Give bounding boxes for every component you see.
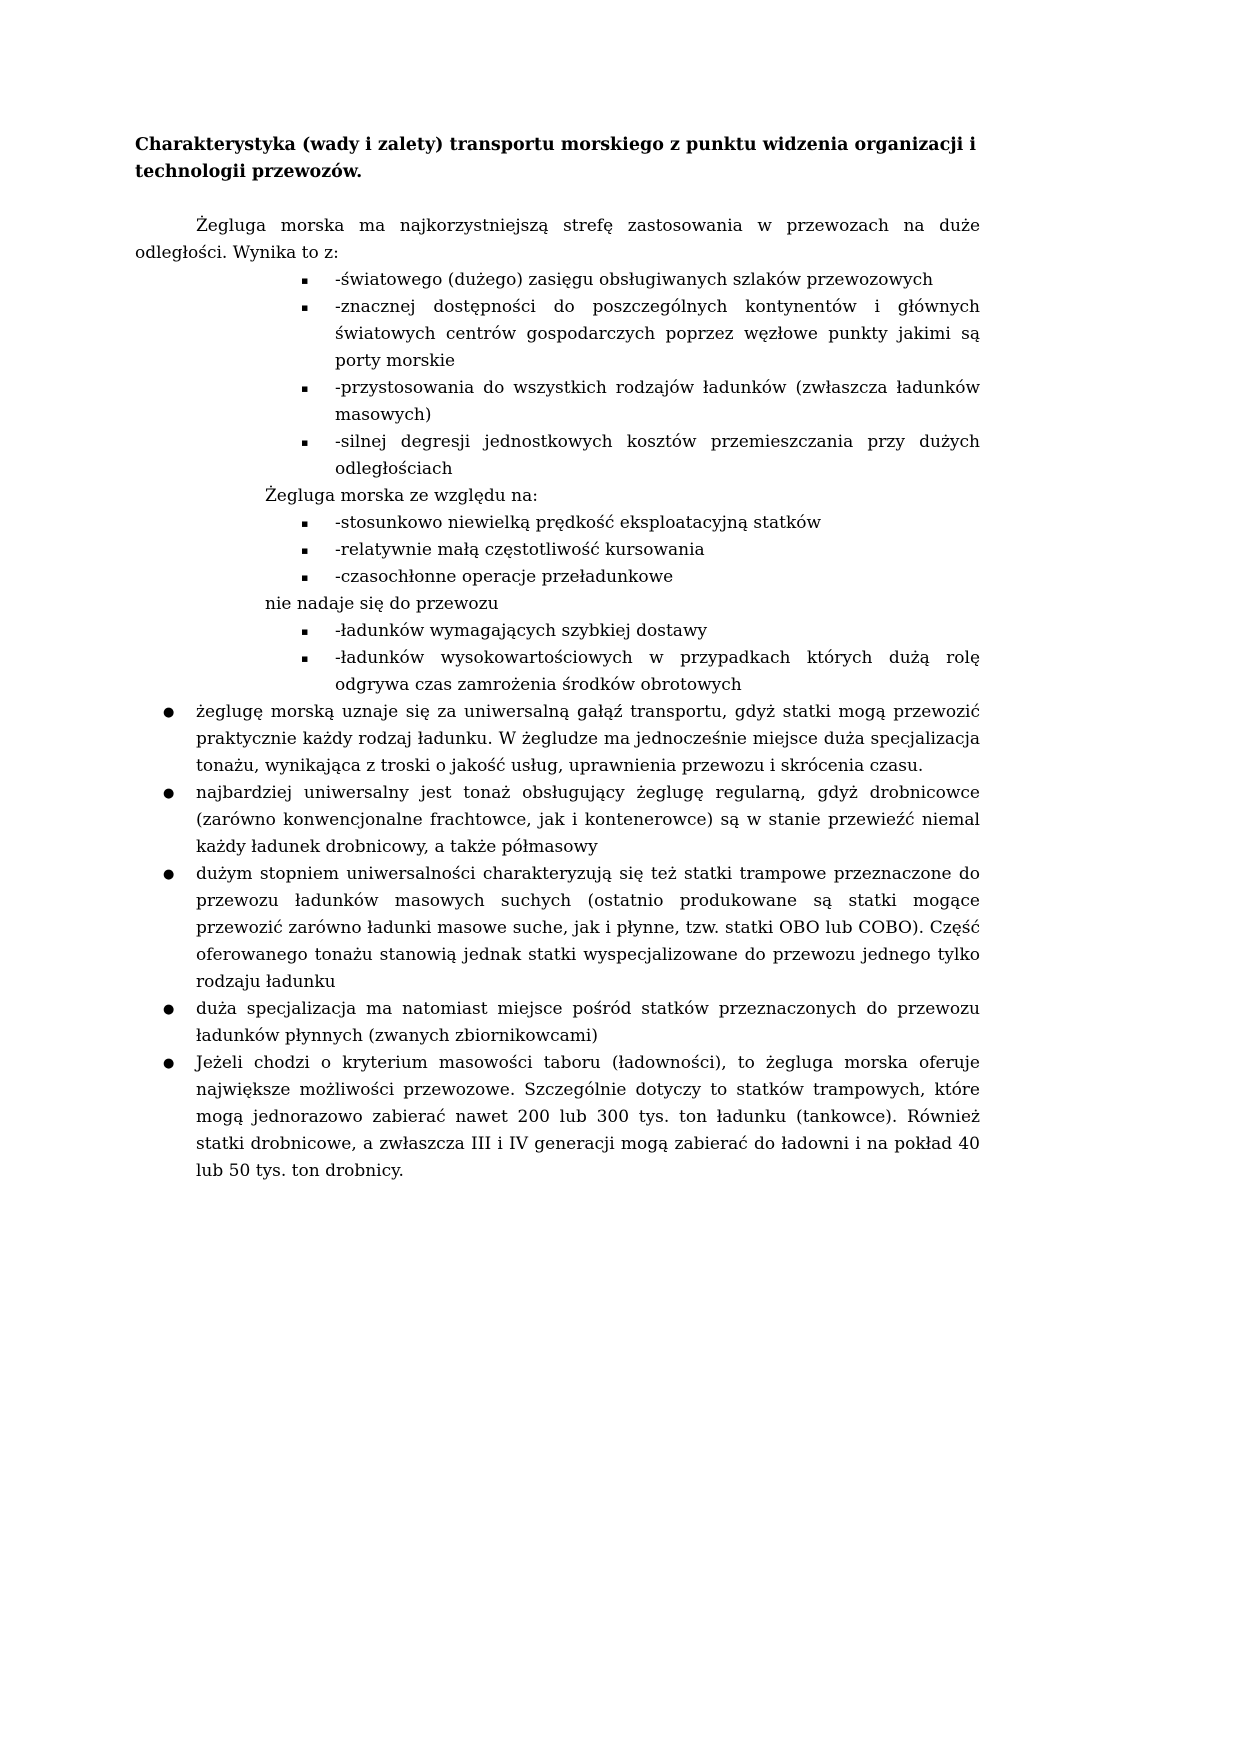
round-bullet-icon: ● xyxy=(163,786,175,801)
square-bullet xyxy=(135,510,980,537)
round-bullet xyxy=(135,780,980,861)
round-bullet xyxy=(135,699,980,780)
paragraph-indent: Żegluga morska ma najkorzystniejszą strefę zastosowania w przewozach na duże odległości. Wynika to z: xyxy=(135,216,980,263)
square-bullet-icon: ▪ xyxy=(301,544,309,557)
square-bullet xyxy=(135,618,980,645)
document-title: Charakterystyka (wady i zalety) transportu morskiego z punktu widzenia organizacji i technologii przewozów. xyxy=(135,135,977,182)
bullet-text: dużym stopniem uniwersalności charakteryzują się też statki trampowe przeznaczone do przewozu ładunków masowych suchych (ostatnio produkowane są statki mogące przewozić zarówno ładunki masowe suche, jak i płynne, tzw. statki OBO lub COBO). Część oferowanego tonażu stanowią jednak statki wyspecjalizowane do przewozu jednego tylko rodzaju ładunku xyxy=(196,864,980,992)
bullet-text: -ładunków wysokowartościowych w przypadkach których dużą rolę odgrywa czas zamrożenia środków obrotowych xyxy=(335,648,980,695)
square-bullet xyxy=(135,267,980,294)
document-content-area xyxy=(135,132,980,1185)
bullet-text: duża specjalizacja ma natomiast miejsce pośród statków przeznaczonych do przewozu ładunków płynnych (zwanych zbiornikowcami) xyxy=(196,999,980,1046)
sub-heading: nie nadaje się do przewozu xyxy=(265,594,499,614)
bullet-text: -znacznej dostępności do poszczególnych kontynentów i głównych światowych centrów gospodarczych poprzez węzłowe punkty jakimi są porty morskie xyxy=(335,297,980,371)
round-bullet-icon: ● xyxy=(163,1002,175,1017)
square-bullet-icon: ▪ xyxy=(301,625,309,638)
bullet-text: Jeżeli chodzi o kryterium masowości taboru (ładowności), to żegluga morska oferuje największe możliwości przewozowe. Szczególnie dotyczy to statków trampowych, które mogą jednorazowo zabierać nawet 200 lub 300 tys. ton ładunku (tankowce). Również statki drobnicowe, a zwłaszcza III i IV generacji mogą zabierać do ładowni i na pokład 40 lub 50 tys. ton drobnicy. xyxy=(196,1053,980,1181)
square-bullet xyxy=(135,294,980,375)
square-bullet-icon: ▪ xyxy=(301,382,309,395)
bullet-text: żeglugę morską uznaje się za uniwersalną gałąź transportu, gdyż statki mogą przewozić praktycznie każdy rodzaj ładunku. W żegludze ma jednocześnie miejsce duża specjalizacja tonażu, wynikająca z troski o jakość usług, uprawnienia przewozu i skrócenia czasu. xyxy=(196,702,980,776)
round-bullet-icon: ● xyxy=(163,867,175,882)
bullet-text: -stosunkowo niewielką prędkość eksploatacyjną statków xyxy=(335,513,822,533)
round-bullet-icon: ● xyxy=(163,705,175,720)
bullet-text: -ładunków wymagających szybkiej dostawy xyxy=(335,621,708,641)
round-bullet xyxy=(135,861,980,996)
square-bullet-icon: ▪ xyxy=(301,436,309,449)
square-bullet xyxy=(135,537,980,564)
square-bullet-icon: ▪ xyxy=(301,517,309,530)
square-bullet xyxy=(135,564,980,591)
round-bullet-icon: ● xyxy=(163,1056,175,1071)
square-bullet-icon: ▪ xyxy=(301,571,309,584)
bullet-text: -czasochłonne operacje przeładunkowe xyxy=(335,567,674,587)
round-bullet xyxy=(135,1050,980,1185)
square-bullet-icon: ▪ xyxy=(301,652,309,665)
round-bullet xyxy=(135,996,980,1050)
square-bullet xyxy=(135,375,980,429)
square-bullet-icon: ▪ xyxy=(301,301,309,314)
square-bullet-icon: ▪ xyxy=(301,274,309,287)
sub-heading: Żegluga morska ze względu na: xyxy=(265,486,538,506)
document-content xyxy=(135,213,980,1185)
bullet-text: -przystosowania do wszystkich rodzajów ładunków (zwłaszcza ładunków masowych) xyxy=(335,378,980,425)
square-bullet xyxy=(135,429,980,483)
bullet-text: -światowego (dużego) zasięgu obsługiwanych szlaków przewozowych xyxy=(335,270,934,290)
square-bullet xyxy=(135,645,980,699)
bullet-text: -silnej degresji jednostkowych kosztów przemieszczania przy dużych odległościach xyxy=(335,432,980,479)
bullet-text: -relatywnie małą częstotliwość kursowania xyxy=(335,540,705,560)
bullet-text: najbardziej uniwersalny jest tonaż obsługujący żeglugę regularną, gdyż drobnicowce (zarówno konwencjonalne frachtowce, jak i kontenerowce) są w stanie przewieźć niemal każdy ładunek drobnicowy, a także półmasowy xyxy=(196,783,980,857)
